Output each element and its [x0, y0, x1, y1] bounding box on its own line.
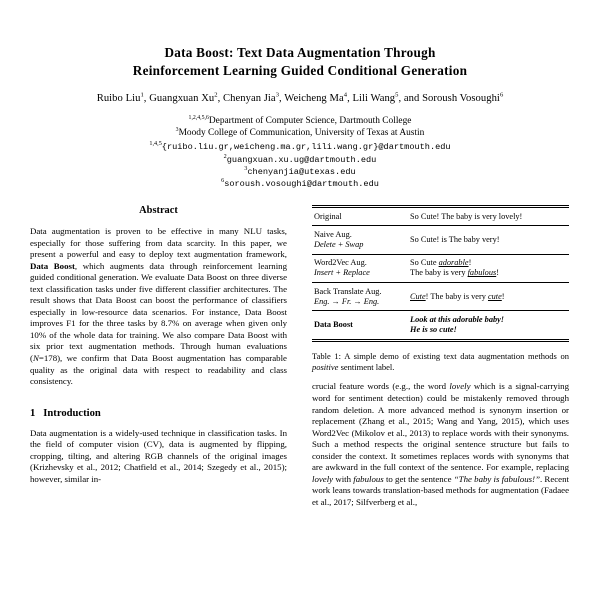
- table-1-caption: Table 1: A simple demo of existing text data augmentation methods on positive sentiment label.: [312, 350, 569, 372]
- table-row: [312, 283, 569, 311]
- affiliation-line: $^{1,2,4,5,6}$Department of Computer Science, Dartmouth College: [188, 114, 412, 126]
- abstract-text: Data augmentation is proven to be effective in many NLU tasks, especially for those suffering from data scarcity. In this paper, we present a powerful and easy to deploy text augmentation framework, Data Boost, which augments data through reinforcement learning guided conditional generation. We evaluate Data Boost on three diverse text classification tasks under five different classifier architectures. The result shows that Data Boost can boost the performance of classifiers especially in low-resource data scenarios. For instance, Data Boost improves F1 for the three tasks by 8.7% on average when given only 10% of the whole data for training. We also compare Data Boost with six prior text augmentation methods. Through human evaluations (N=178), we confirm that Data Boost augmentation has comparable quality as the original data with respect to readability and class consistency.: [30, 226, 288, 387]
- email-list: [30, 141, 570, 191]
- example-line: [410, 325, 567, 335]
- highlighted-word: cute: [487, 291, 502, 301]
- method-name: Data Boost: [314, 320, 353, 330]
- email-line: $^3$chenyanjia@utexas.edu: [244, 165, 356, 177]
- author-name: Chenyan Jia$^3$: [223, 91, 280, 104]
- table-cell-example: [408, 311, 569, 340]
- two-column-body: [30, 205, 570, 508]
- author-name: Lili Wang$^5$: [352, 91, 399, 104]
- example-line: [410, 268, 567, 278]
- author-affiliation-marker: 6: [499, 91, 504, 99]
- abstract-heading: Abstract: [139, 205, 178, 216]
- table-cell-method: [312, 254, 408, 282]
- table-cell-method: [312, 207, 408, 226]
- example-sentence: “The baby is fabulous!”: [453, 473, 540, 484]
- word-lovely-2: lovely: [312, 473, 334, 484]
- page-title: [66, 44, 534, 79]
- author-affiliation-marker: 5: [395, 91, 399, 99]
- table-row: [312, 254, 569, 282]
- table-cell-example: [408, 207, 569, 226]
- table-cell-example: [408, 226, 569, 254]
- affiliation-list: [30, 116, 570, 139]
- section-number: 1: [30, 407, 36, 419]
- table-cell-method: [312, 283, 408, 311]
- affiliation-line: $^3$Moody College of Communication, University of Texas at Austin: [175, 126, 425, 138]
- example-text: So Cute! is The baby very!: [410, 234, 500, 244]
- author-affiliation-marker: 1: [140, 91, 144, 99]
- example-line: [410, 212, 567, 222]
- table-row: [312, 311, 569, 340]
- method-name: Back Translate Aug.: [314, 286, 382, 296]
- example-text: !: [501, 291, 505, 301]
- table-cell-example: [408, 283, 569, 311]
- highlighted-word: Cute: [410, 291, 426, 301]
- left-column: [30, 205, 287, 508]
- introduction-heading: [30, 408, 287, 419]
- word-fabulous: fabulous: [353, 473, 384, 484]
- caption-sentiment-label: positive: [312, 361, 339, 372]
- email-marker: 2: [223, 152, 227, 160]
- example-text: So Cute: [410, 258, 439, 268]
- example-line: [410, 315, 567, 325]
- section-title: Introduction: [43, 407, 101, 419]
- email-marker: 3: [244, 165, 248, 173]
- method-operations: Insert + Replace: [314, 268, 370, 278]
- generated-text: He is so cute!: [410, 325, 457, 335]
- example-text: ! The baby is very: [425, 291, 488, 301]
- highlighted-word: fabulous: [467, 268, 497, 278]
- example-text: So Cute! The baby is very lovely!: [410, 211, 523, 221]
- method-name: Original: [314, 211, 342, 221]
- table-1-wrapper: [312, 205, 569, 342]
- table-row: [312, 226, 569, 254]
- example-text: !: [468, 258, 472, 268]
- right-column: [312, 205, 569, 508]
- example-text: !: [496, 268, 499, 278]
- example-text: The baby is very: [410, 268, 468, 278]
- email-line: $^6$soroush.vosoughi@dartmouth.edu: [221, 177, 379, 190]
- author-list: Ruibo Liu$^1$, Guangxuan Xu$^2$, Chenyan Jia$^3$, Weicheng Ma$^4$, Lili Wang$^5$, and Soroush Vosoughi$^6$: [96, 91, 504, 104]
- method-name: Naive Aug.: [314, 229, 352, 239]
- table-cell-method: [312, 311, 408, 340]
- abstract-framework-name: Data Boost: [30, 260, 75, 271]
- example-line: [410, 235, 567, 245]
- table-cell-method: [312, 226, 408, 254]
- author-name: Soroush Vosoughi$^6$: [422, 91, 504, 104]
- right-column-paragraph: crucial feature words (e.g., the word lovely which is a signal-carrying word for sentiment detection) could be mistakenly removed through random deletion. A more advanced method is synonym insertion or replacement (Zhang et al., 2015; Wang and Yang, 2015), which uses Word2Vec (Mikolov et al., 2013) to replace words with their synonyms. Such a method respects the original sentence structure but fails to consider the context. It sometimes replaces words with synonyms that are awkward in the full context of the sentence. For example, replacing lovely with fabulous to get the sentence “The baby is fabulous!”. Recent work leans towards translation-based methods for augmentation (Fadaee et al., 2017; Silfverberg et al.,: [312, 381, 569, 507]
- abstract-n-symbol: N: [32, 353, 39, 364]
- highlighted-word: adorable: [438, 258, 469, 268]
- author-affiliation-marker: 2: [214, 91, 218, 99]
- table-body: [312, 207, 569, 341]
- email-line: $^2$guangxuan.xu.ug@dartmouth.edu: [223, 152, 377, 165]
- word-lovely: lovely: [449, 381, 471, 392]
- example-line: [410, 258, 567, 268]
- email-line: $^{1,4,5}${ruibo.liu.gr,weicheng.ma.gr,lili.wang.gr}@dartmouth.edu: [149, 140, 451, 153]
- table-row: [312, 207, 569, 226]
- example-line: [410, 292, 567, 302]
- generated-text: Look at this adorable baby!: [410, 314, 505, 324]
- author-name: Weicheng Ma$^4$: [284, 91, 348, 104]
- method-operations: Eng. → Fr. → Eng.: [314, 296, 380, 306]
- author-name: Ruibo Liu$^1$: [96, 91, 144, 104]
- title-line-1: Data Boost: Text Data Augmentation Through: [164, 45, 436, 60]
- author-affiliation-marker: 3: [275, 91, 280, 99]
- email-marker: 1,4,5: [149, 140, 162, 148]
- augmentation-examples-table: [312, 205, 569, 342]
- method-name: Word2Vec Aug.: [314, 258, 367, 268]
- author-name: Guangxuan Xu$^2$: [149, 91, 218, 104]
- affiliation-marker: 1,2,4,5,6: [188, 114, 209, 121]
- affiliation-marker: 3: [175, 126, 179, 133]
- introduction-text: Data augmentation is a widely-used technique in classification tasks. In the field of computer vision (CV), data is augmented by flipping, cropping, tilting, and altering RGB channels of the original images (Krizhevsky et al., 2012; Chatfield et al., 2014; Szegedy et al., 2015); however, similar in-: [30, 427, 287, 484]
- table-cell-example: [408, 254, 569, 282]
- title-line-2: Reinforcement Learning Guided Conditional Generation: [132, 62, 468, 78]
- email-marker: 6: [221, 177, 225, 185]
- author-affiliation-marker: 4: [343, 91, 348, 99]
- method-operations: Delete + Swap: [314, 239, 364, 249]
